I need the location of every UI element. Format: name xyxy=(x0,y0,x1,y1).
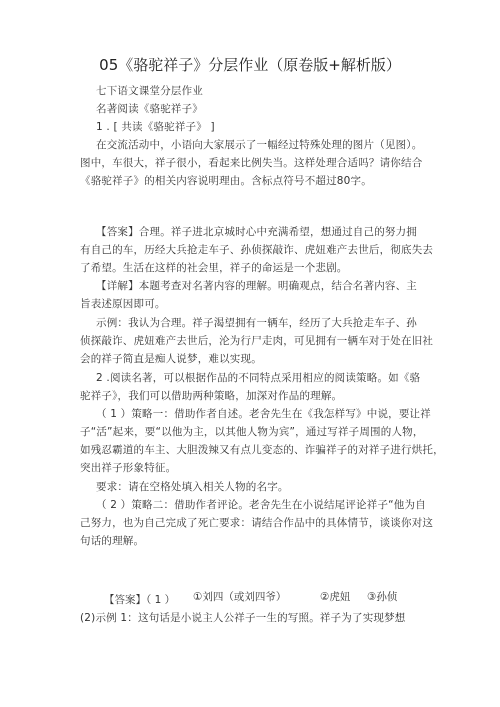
question-1-line: 图中，车很大，祥子很小，看起来比例失当。这样处理合适吗？请你结合 xyxy=(80,157,423,169)
answer-2-item-1: ①刘四（或刘四爷） xyxy=(193,591,287,603)
example-1-line: 示例：我认为合理。祥子渴望拥有一辆车，经历了大兵抢走车子、孙 xyxy=(96,317,417,329)
section-heading: 名著阅读《骆驼祥子》 xyxy=(96,103,203,115)
subtitle: 七下语文课堂分层作业 xyxy=(96,85,203,97)
strategy-1-line: 突出祥子形象特征。 xyxy=(80,462,177,474)
answer-1-line: 了希望。生活在这样的社会里，祥子的命运是一个悲剧。 xyxy=(80,262,348,274)
answer-2-item-3: ③孙侦 xyxy=(367,591,398,603)
strategy-1-line: 子“活”起来，要“以他为主，以其他人物为宾”，通过写祥子周围的人物， xyxy=(80,426,424,438)
strategy-2-line: 句话的理解。 xyxy=(80,535,145,547)
strategy-1-line: （ 1 ）策略一：借助作者自述。老舍先生在《我怎样写》中说，要让祥 xyxy=(96,408,431,420)
question-1-line: 在交流活动中，小语向大家展示了一幅经过特殊处理的图片（见图）。 xyxy=(96,139,423,151)
strategy-2-line: 己努力，也为自己完成了死亡要求：请结合作品中的具体情节，谈谈你对这 xyxy=(80,517,434,529)
strategy-1-line: 如残忍霸道的车主、大胆泼辣又有点儿变态的、诈骗祥子的对祥子进行烘托， xyxy=(80,444,444,456)
example-1-line: 会的祥子简直是痴人说梦，难以实现。 xyxy=(80,353,262,365)
requirement-line: 要求：请在空格处填入相关人物的名字。 xyxy=(96,481,289,493)
question-2-line: 驼祥子》，我们可以借助两种策略，加深对作品的理解。 xyxy=(80,390,343,402)
question-1-line: 《骆驼祥子》的相关内容说明理由。含标点符号不超过80字。 xyxy=(80,175,372,187)
question-2-line: 2 .阅读名著，可以根据作品的不同特点采用相应的阅读策略。如《骆 xyxy=(96,372,421,384)
answer-1-line: 【答案】合理。祥子进北京城时心中充满希望，想通过自己的努力拥 xyxy=(96,226,417,238)
example-1-line: 侦探敲诈、虎妞难产去世后，沦为行尸走肉，可见拥有一辆车对于处在旧社 xyxy=(80,335,434,347)
strategy-2-line: （ 2 ）策略二：借助作者评论。老舍先生在小说结尾评论祥子“他为自 xyxy=(96,499,426,511)
page-title: 05《骆驼祥子》分层作业（原卷版+解析版） xyxy=(99,56,401,74)
answer-1-line: 有自己的车，历经大兵抢走车子、孙侦探敲诈、虎妞难产去世后，彻底失去 xyxy=(80,244,434,256)
question-1-label: 1 . [ 共读《骆驼祥子》 ] xyxy=(96,121,215,133)
answer-2-label: 【答案】（ 1 ） xyxy=(104,594,176,606)
explanation-1-line: 旨表述原因即可。 xyxy=(80,298,166,310)
explanation-1-line: 【详解】本题考查对名著内容的理解。明确观点，结合名著内容、主 xyxy=(96,280,417,292)
answer-2-item-2: ②虎妞 xyxy=(320,591,351,603)
answer-2-line: (2)示例 1：这句话是小说主人公祥子一生的写照。祥子为了实现梦想 xyxy=(80,612,406,624)
